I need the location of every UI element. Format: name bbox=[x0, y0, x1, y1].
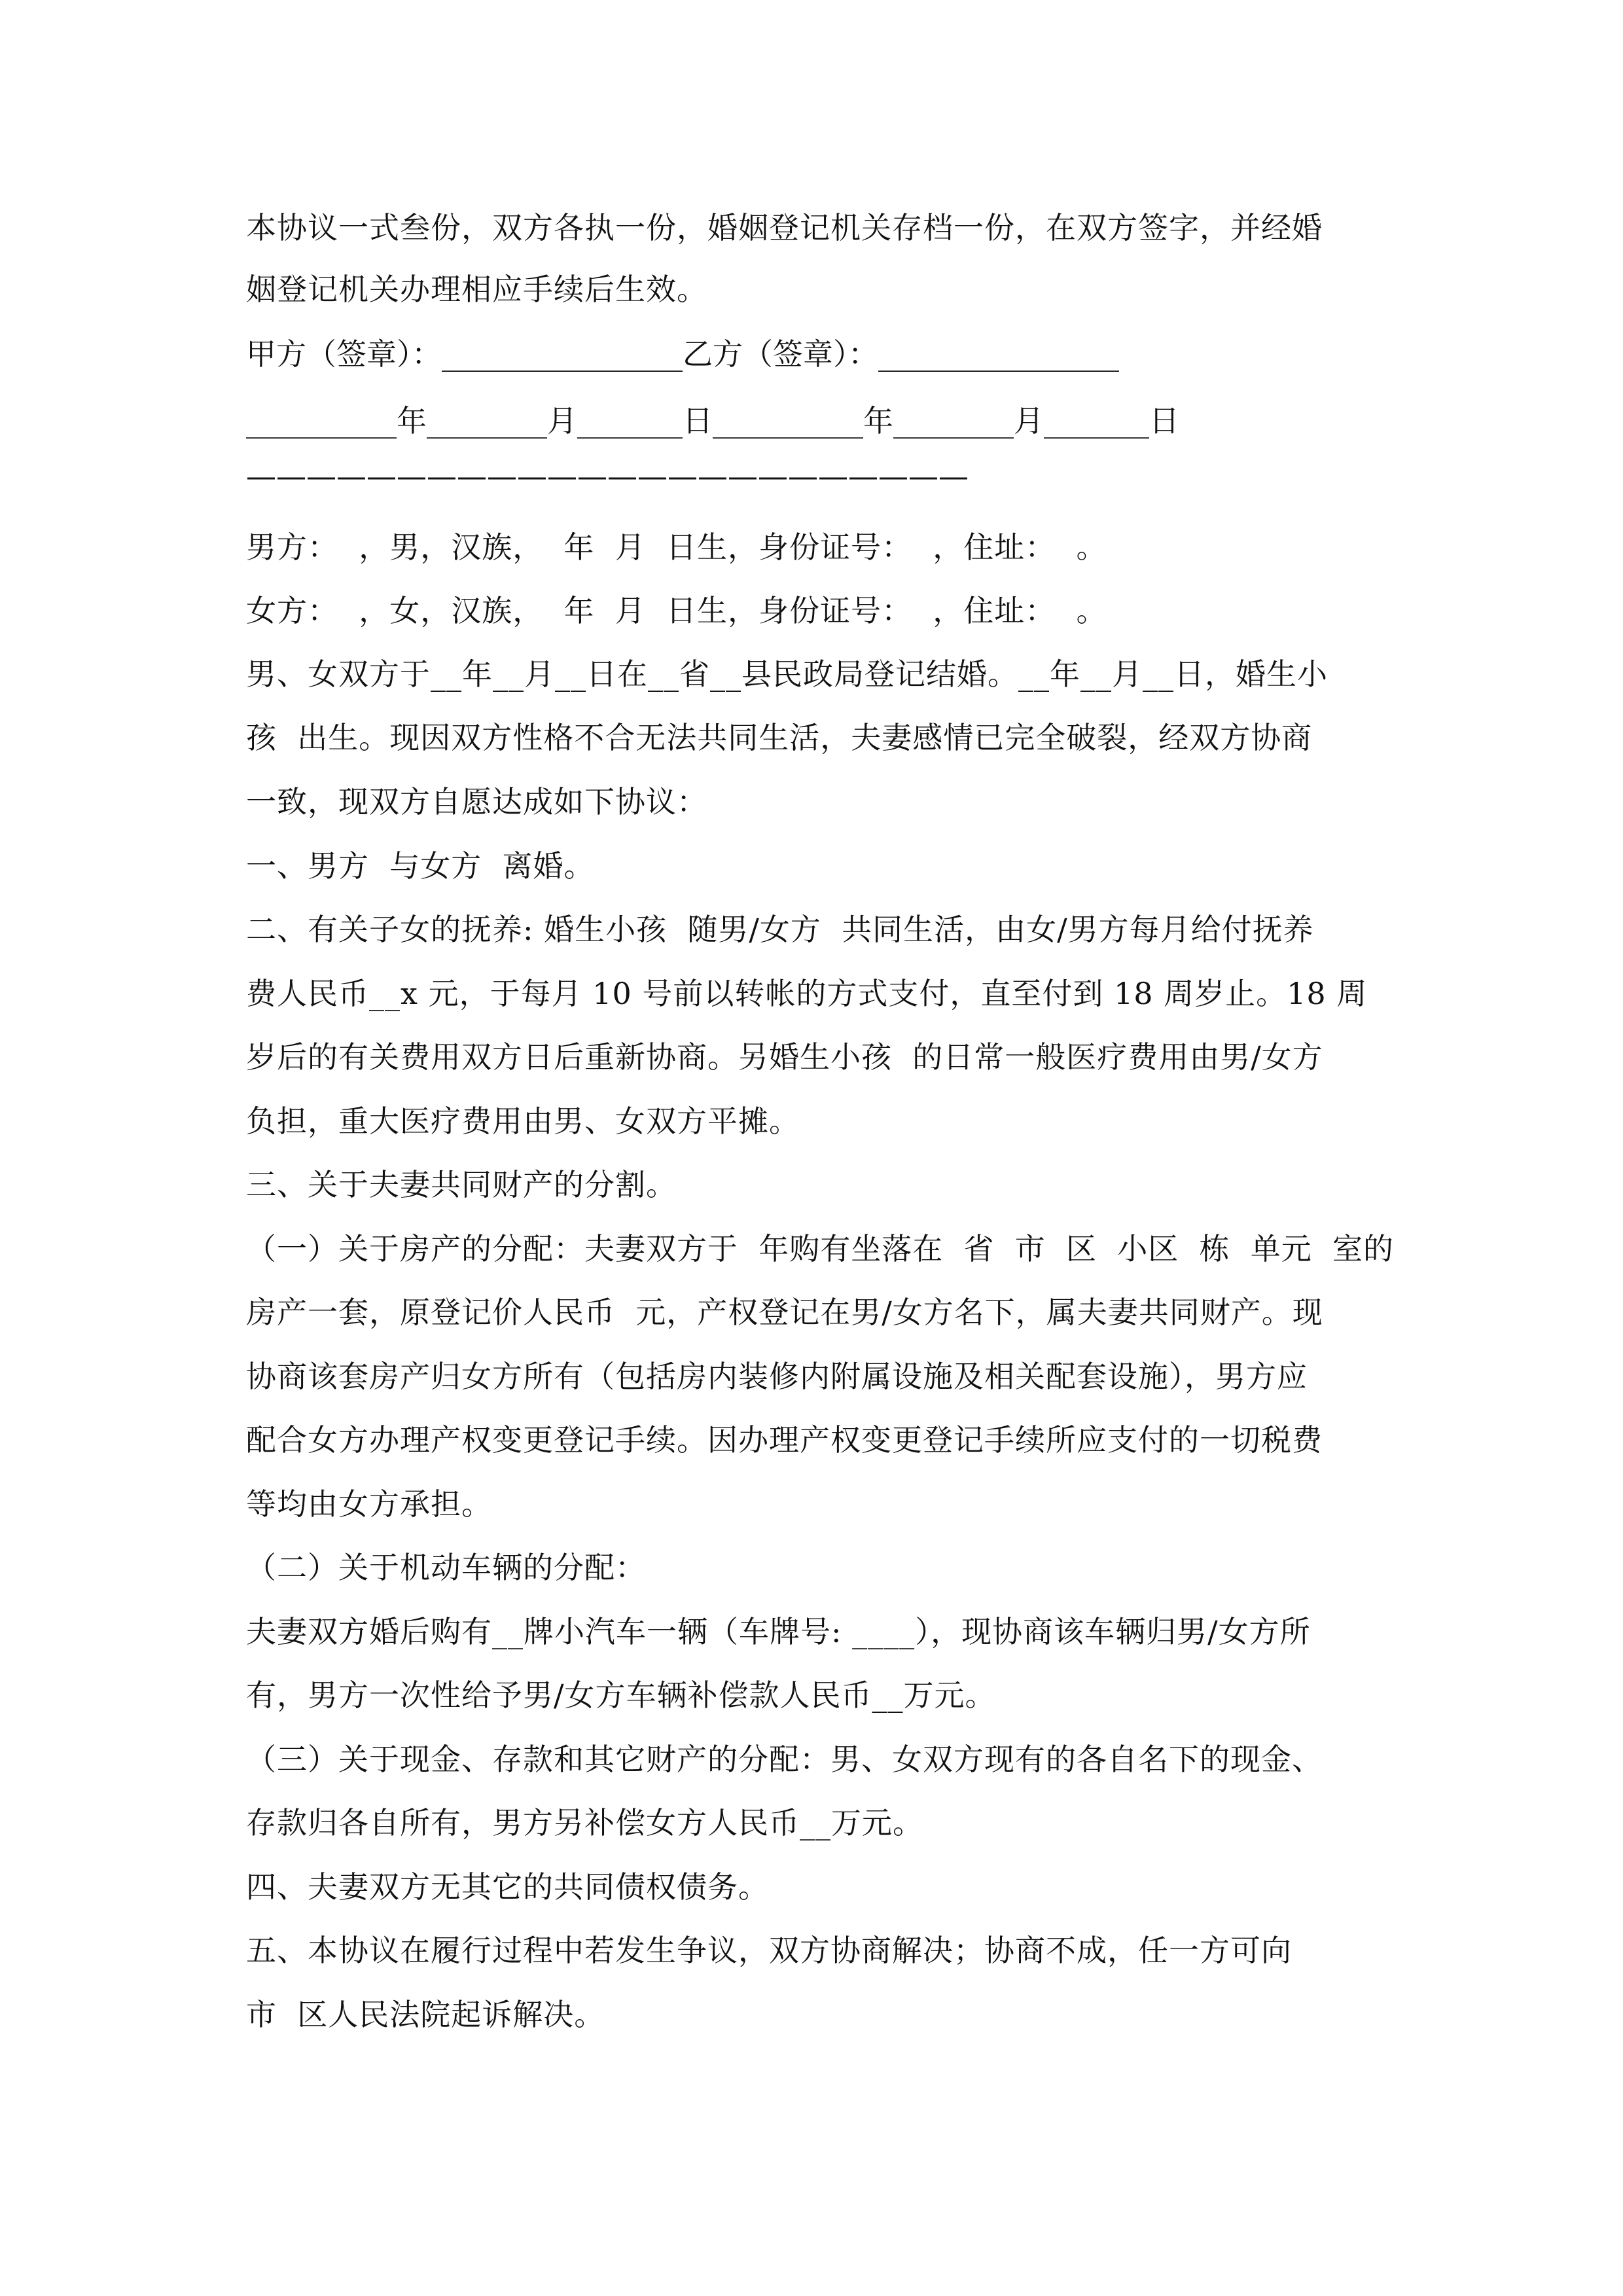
paragraph-line: 女方： ，女，汉族， 年 月 日生，身份证号： ，住址： 。 bbox=[246, 593, 1107, 628]
paragraph-line: 存款归各自所有，男方另补偿女方人民币__万元。 bbox=[246, 1805, 923, 1840]
paragraph-line: 四、夫妻双方无其它的共同债权债务。 bbox=[246, 1869, 769, 1905]
paragraph-line: 五、本协议在履行过程中若发生争议，双方协商解决；协商不成，任一方可向 bbox=[246, 1933, 1292, 1968]
paragraph-line: 二、有关子女的抚养: 婚生小孩 随男/女方 共同生活，由女/男方每月给付抚养 bbox=[246, 912, 1314, 947]
paragraph-line: 配合女方办理产权变更登记手续。因办理产权变更登记手续所应支付的一切税费 bbox=[246, 1422, 1323, 1458]
paragraph-line: 负担，重大医疗费用由男、女双方平摊。 bbox=[246, 1103, 800, 1139]
paragraph-line: 男方： ，男，汉族， 年 月 日生，身份证号： ，住址： 。 bbox=[246, 529, 1107, 565]
paragraph-line: 岁后的有关费用双方日后重新协商。另婚生小孩 的日常一般医疗费用由男/女方 bbox=[246, 1039, 1323, 1075]
paragraph-line: 费人民币__x 元，于每月 10 号前以转帐的方式支付，直至付到 18 周岁止。18 周 bbox=[246, 976, 1368, 1011]
paragraph-line: 姻登记机关办理相应手续后生效。 bbox=[246, 272, 707, 307]
paragraph-line: 男、女双方于__年__月__日在__省__县民政局登记结婚。__年__月__日，婚生小 bbox=[246, 656, 1328, 692]
paragraph-line: 协商该套房产归女方所有（包括房内装修内附属设施及相关配套设施），男方应 bbox=[246, 1359, 1308, 1394]
paragraph-line: 三、关于夫妻共同财产的分割。 bbox=[246, 1167, 677, 1202]
paragraph-line: 本协议一式叁份，双方各执一份，婚姻登记机关存档一份，在双方签字，并经婚 bbox=[246, 210, 1323, 245]
paragraph-line: 房产一套，原登记价人民币 元，产权登记在男/女方名下，属夫妻共同财产。现 bbox=[246, 1295, 1323, 1330]
paragraph-line: 夫妻双方婚后购有__牌小汽车一辆（车牌号: ____），现协商该车辆归男/女方所 bbox=[246, 1614, 1311, 1649]
paragraph-line: 孩 出生。现因双方性格不合无法共同生活，夫妻感情已完全破裂，经双方协商 bbox=[246, 720, 1313, 755]
paragraph-line: （三）关于现金、存款和其它财产的分配：男、女双方现有的各自名下的现金、 bbox=[246, 1742, 1323, 1777]
paragraph-line: 市 区人民法院起诉解决。 bbox=[246, 1997, 605, 2032]
paragraph-line: 一、男方 与女方 离婚。 bbox=[246, 848, 595, 884]
separator-line: ———————————————————————— bbox=[246, 458, 969, 493]
date-line: __________年________月_______日__________年________月_______日 bbox=[246, 403, 1179, 439]
signature-line: 甲方（签章）：________________乙方（签章）：________________ bbox=[246, 336, 1119, 372]
paragraph-line: 有，男方一次性给予男/女方车辆补偿款人民币__万元。 bbox=[246, 1677, 996, 1713]
paragraph-line: （一）关于房产的分配：夫妻双方于 年购有坐落在 省 市 区 小区 栋 单元 室的 bbox=[246, 1231, 1394, 1266]
paragraph-line: 等均由女方承担。 bbox=[246, 1486, 492, 1522]
paragraph-line: （二）关于机动车辆的分配： bbox=[246, 1550, 646, 1585]
paragraph-line: 一致，现双方自愿达成如下协议： bbox=[246, 784, 707, 819]
